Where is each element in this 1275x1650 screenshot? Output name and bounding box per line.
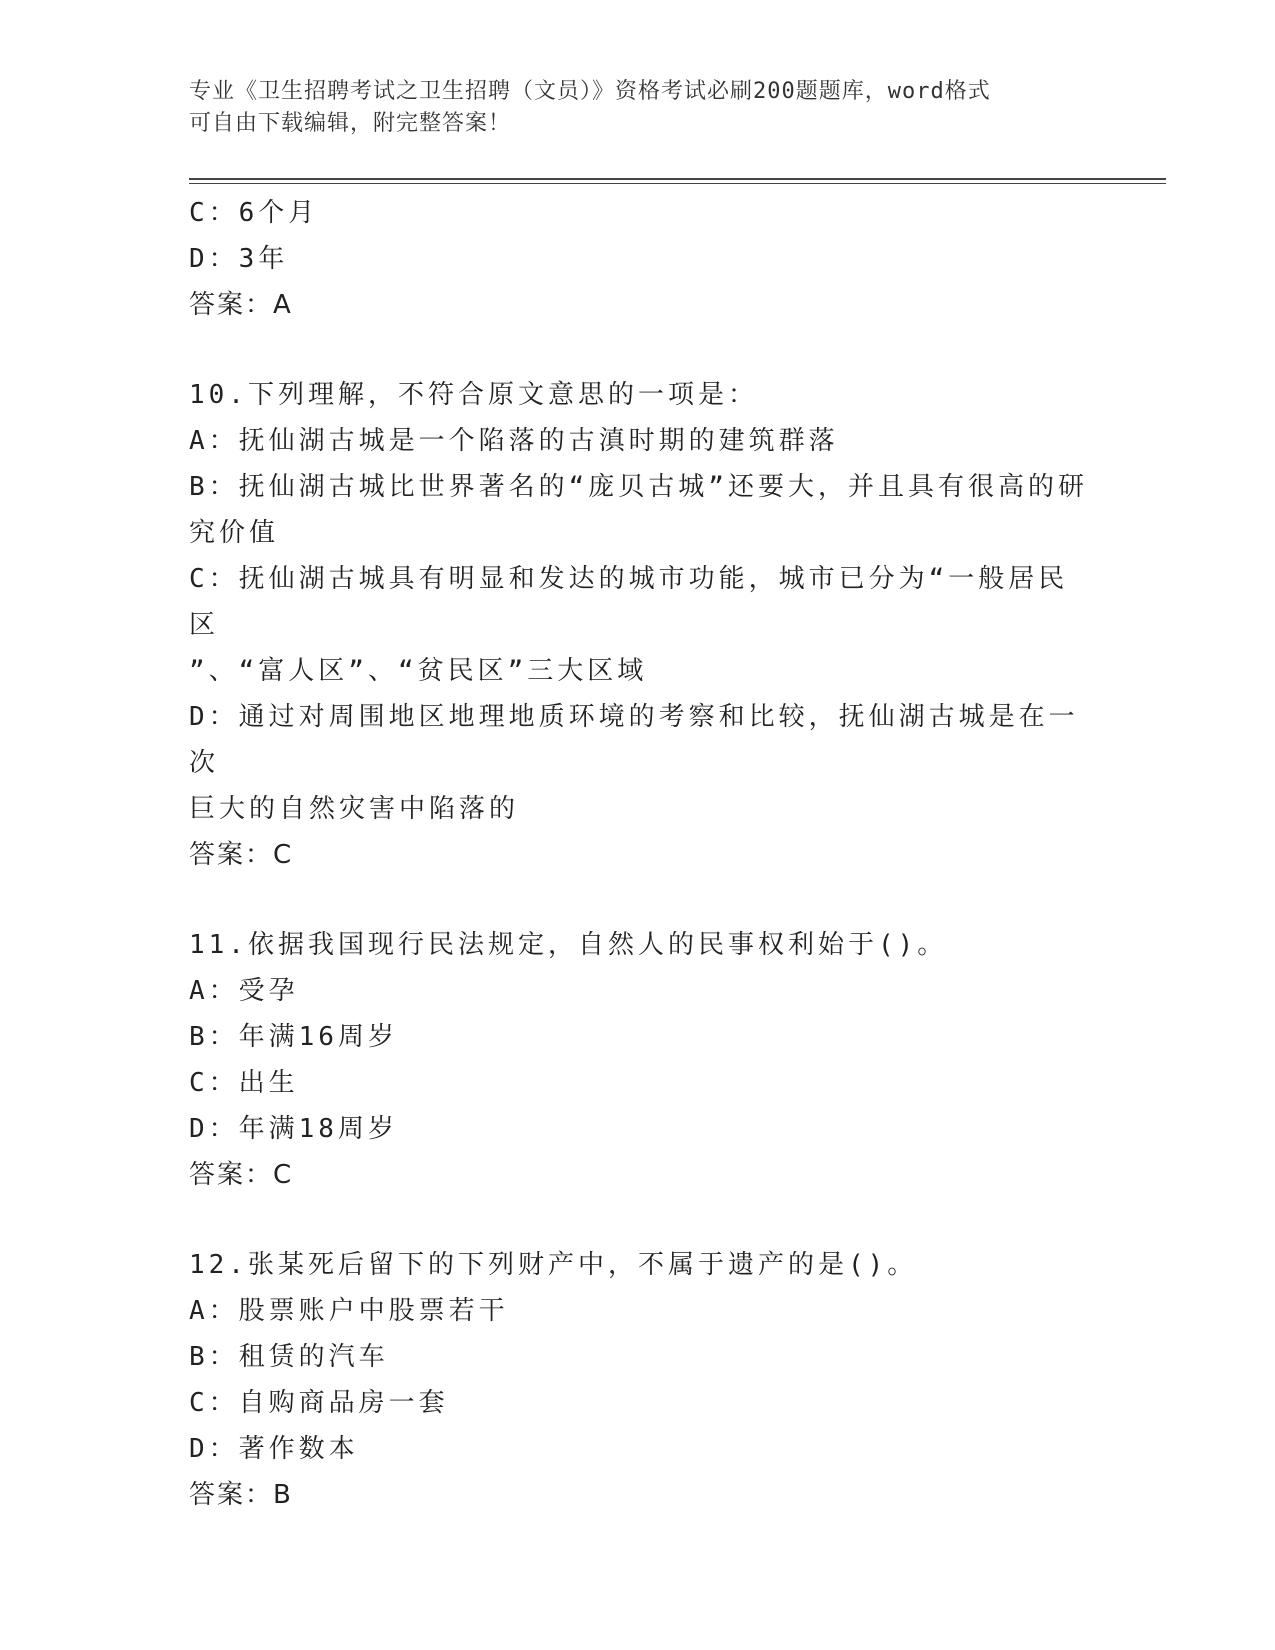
option-b-continued: 究价值 [189, 518, 280, 548]
option-b: B：租赁的汽车 [189, 1342, 389, 1372]
header-divider-thin [189, 183, 1166, 184]
header-title-line-1: 专业《卫生招聘考试之卫生招聘（文员）》资格考试必刷200题题库，word格式 [189, 79, 991, 104]
option-c: C：出生 [189, 1068, 299, 1098]
header-divider-thick [189, 178, 1166, 180]
option-d: D：年满18周岁 [189, 1114, 398, 1144]
spacer [189, 328, 1089, 372]
option-a: A：抚仙湖古城是一个陷落的古滇时期的建筑群落 [189, 426, 839, 456]
question-text: 11.依据我国现行民法规定，自然人的民事权利始于()。 [189, 930, 948, 960]
option-b: B：抚仙湖古城比世界著名的“庞贝古城”还要大，并且具有很高的研 [189, 472, 1088, 502]
option-c: C：自购商品房一套 [189, 1388, 449, 1418]
spacer [189, 1198, 1089, 1242]
option-c-continued: ”、“富人区”、“贫民区”三大区域 [189, 656, 648, 686]
answer-label: 答案：A [189, 290, 293, 320]
question-block-10 [189, 372, 1089, 878]
question-block-11 [189, 922, 1089, 1198]
question-text: 10.下列理解，不符合原文意思的一项是： [189, 380, 758, 410]
question-text: 12.张某死后留下的下列财产中，不属于遗产的是()。 [189, 1250, 918, 1280]
document-header [189, 76, 1069, 140]
option-b: B：年满16周岁 [189, 1022, 398, 1052]
option-d-continued: 巨大的自然灾害中陷落的 [189, 794, 520, 824]
option-d: D：3年 [189, 244, 289, 274]
option-a: A：受孕 [189, 976, 299, 1006]
option-d: D：通过对周围地区地理地质环境的考察和比较，抚仙湖古城是在一次 [189, 702, 1079, 778]
option-c: C：抚仙湖古城具有明显和发达的城市功能，城市已分为“一般居民区 [189, 564, 1069, 640]
question-block-9-continuation [189, 190, 1089, 328]
question-block-12 [189, 1242, 1089, 1518]
option-c: C：6个月 [189, 198, 319, 228]
option-d: D：著作数本 [189, 1434, 359, 1464]
header-title-line-2: 可自由下载编辑，附完整答案！ [189, 111, 512, 136]
answer-label: 答案：C [189, 840, 294, 870]
answer-label: 答案：C [189, 1160, 294, 1190]
spacer [189, 878, 1089, 922]
option-a: A：股票账户中股票若干 [189, 1296, 509, 1326]
question-list [189, 190, 1089, 1518]
answer-label: 答案：B [189, 1480, 293, 1510]
